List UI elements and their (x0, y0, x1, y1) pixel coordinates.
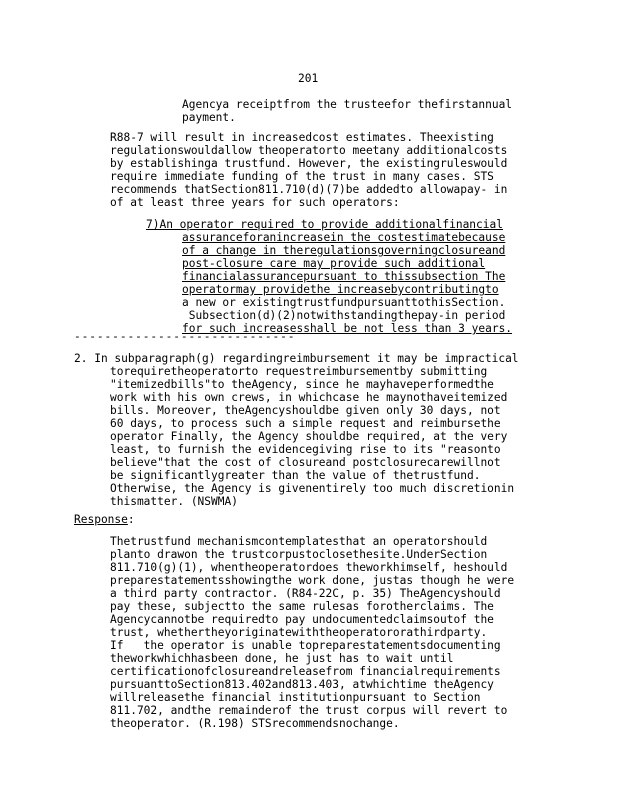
text-line: 2. In subparagraph(g) regardingreimbursement it may be impractical (74, 352, 519, 365)
text-line: willreleasethe financial institutionpursuant to Section (110, 691, 481, 704)
text-line: believe"that the cost of closureand postclosurecarewillnot (110, 456, 501, 469)
text-line: "itemizedbills"to theAgency, since he mayhaveperformedthe (110, 378, 494, 391)
text-line: bills. Moreover, theAgencyshouldbe given only 30 days, not (110, 404, 501, 417)
text-line: regulationswouldallow theoperatorto meetany additionalcosts (110, 144, 508, 157)
text-line: theoperator. (R.198) STSrecommendsnochange. (110, 717, 400, 730)
response-label: Response (74, 513, 128, 526)
text-line: planto drawon the trustcorpustoclosethesite.UnderSection (110, 548, 488, 561)
text-line: trust, whethertheyoriginatewiththeoperatororathirdparty. (110, 626, 488, 639)
text-line: Thetrustfund mechanismcontemplatesthat an operatorshould (110, 535, 488, 548)
text-line: a third party contractor. (R84-22C, p. 35) TheAgencyshould (110, 587, 501, 600)
text-line: of at least three years for such operators: (110, 196, 400, 209)
text-line: pursuanttoSection813.402and813.403, atwhichtime theAgency (110, 678, 494, 691)
text-line: require immediate funding of the trust in many cases. STS (110, 170, 494, 183)
text-line: R88-7 will result in increasedcost estimates. Theexisting (110, 131, 494, 144)
text-line: 811.710(g)(1), whentheoperatordoes theworkhimself, heshould (110, 561, 508, 574)
text-line: recommends thatSection811.710(d)(7)be addedto allowapay- in (110, 183, 508, 196)
text-line: 60 days, to process such a simple request and reimbursethe (110, 417, 501, 430)
divider: ----------------------------- (74, 330, 296, 343)
text-line: 811.702, andthe remainderof the trust corpus will revert to (110, 704, 508, 717)
text-line-underlined: post-closure care may provide such additional (182, 257, 486, 270)
text-line: preparestatementsshowingthe work done, justas though he were (110, 574, 515, 587)
text-line: a new or existingtrustfundpursuanttothisSection. (182, 296, 506, 309)
response-colon: : (127, 513, 135, 526)
text-line: payment. (182, 111, 236, 124)
text-line: work with his own crews, in whichcase he maynothaveitemized (110, 391, 508, 404)
text-line: theworkwhichhasbeen done, he just has to wait until (110, 652, 454, 665)
text-line: torequiretheoperatorto requestreimbursementby submitting (110, 365, 488, 378)
text-line-underlined: 7)An operator required to provide additionalfinancial (146, 218, 503, 231)
text-line: operator Finally, the Agency shouldbe required, at the very (110, 430, 508, 443)
text-line-underlined: for such increasesshall be not less than 3 years. (182, 322, 513, 335)
text-line: be significantlygreater than the value of thetrustfund. (110, 469, 481, 482)
text-line: Otherwise, the Agency is givenentirely too much discretionin (110, 482, 515, 495)
text-line-underlined: of a change in theregulationsgoverningclosureand (182, 244, 506, 257)
text-line: If the operator is unable topreparestatementsdocumenting (110, 639, 501, 652)
text-line: least, to furnish the evidencegiving rise to its "reasonto (110, 443, 501, 456)
text-line-underlined: operatormay providethe increasebycontributingto (182, 283, 499, 296)
text-line: thismatter. (NSWMA) (110, 495, 238, 508)
text-line: pay these, subjectto the same rulesas forotherclaims. The (110, 600, 494, 613)
text-line: by establishinga trustfund. However, the existingruleswould (110, 157, 508, 170)
text-line: Agencya receiptfrom the trusteefor thefirstannual (182, 98, 513, 111)
text-line: Subsection(d)(2)notwithstandingthepay-in period (182, 309, 506, 322)
page-number: 201 (298, 72, 319, 85)
text-line-underlined: financialassurancepursuant to thissubsection The (182, 270, 506, 283)
text-line: Agencycannotbe requiredto pay undocumentedclaimsoutof the (110, 613, 494, 626)
text-line: certificationofclosureandreleasefrom financialrequirements (110, 665, 501, 678)
text-line-underlined: assuranceforanincreasein the costestimatebecause (182, 231, 506, 244)
response-heading (74, 513, 135, 526)
